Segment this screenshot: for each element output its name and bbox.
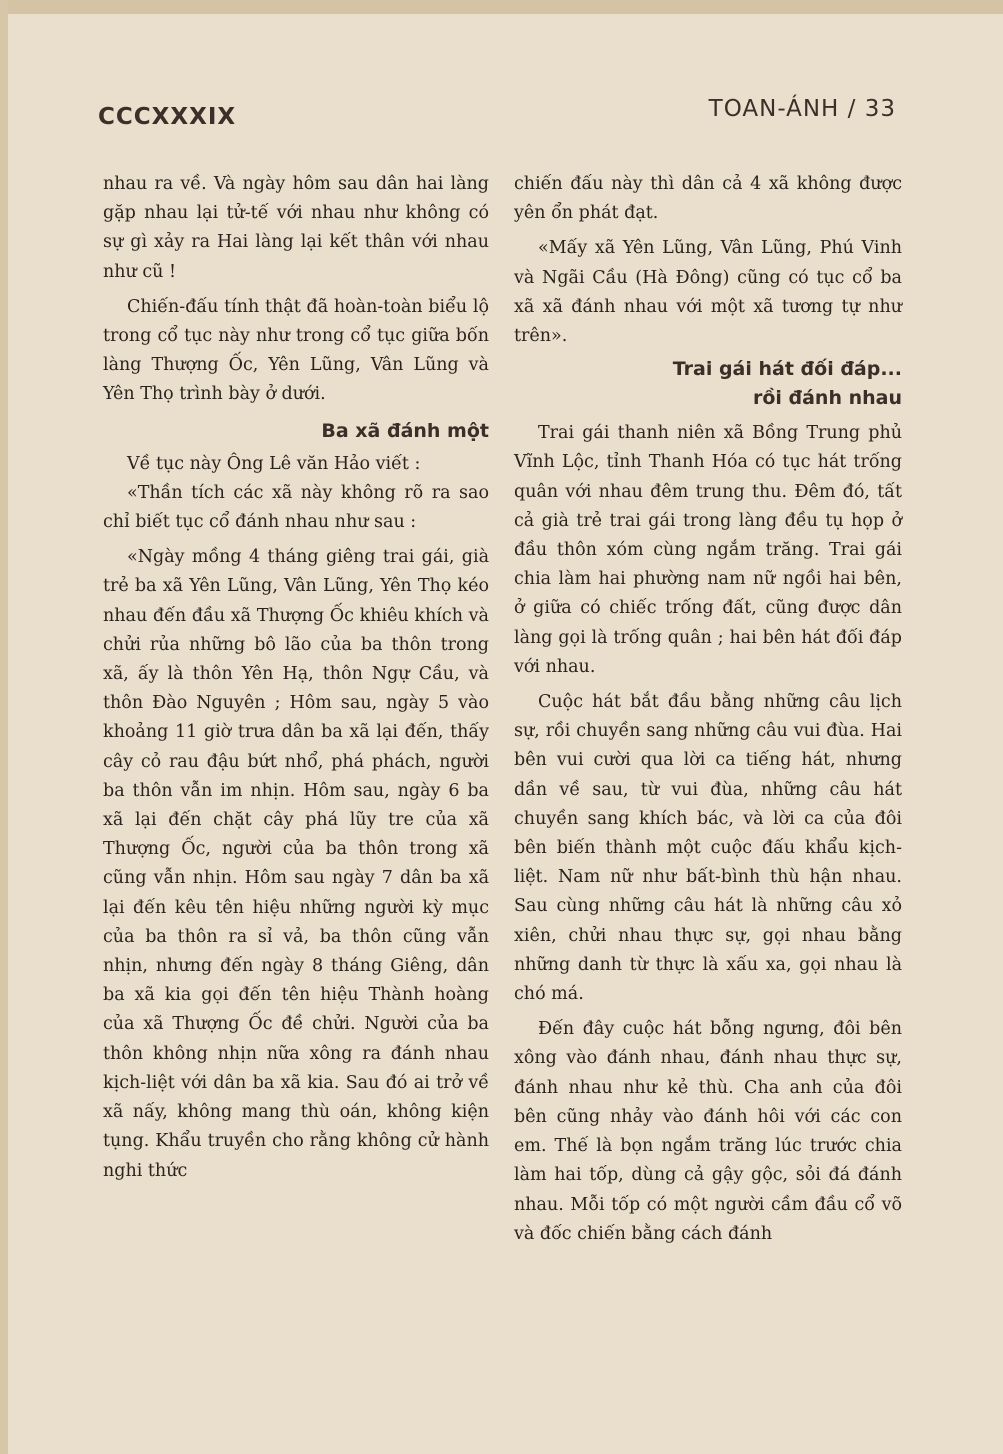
section-heading-line: rồi đánh nhau (752, 387, 902, 410)
paragraph: «Ngày mồng 4 tháng giêng trai gái, già trẻ ba xã Yên Lũng, Vân Lũng, Yên Thọ kéo nhau đến đầu xã Thượng Ốc khiêu khích và chửi rủa những bô lão của ba thôn trong xã, ấy là thôn Yên Hạ, thôn Ngự Cầu, và thôn Đào Nguyên ; Hôm sau, ngày 5 vào khoảng 11 giờ trưa dân ba xã lại đến, thấy cây cỏ rau đậu bứt nhổ, phá phách, người ba thôn vẫn im nhịn. Hôm sau, ngày 6 ba xã lại đến chặt cây phá lũy tre của xã Thượng Ốc, người của ba thôn trong xã cũng vẫn nhịn. Hôm sau ngày 7 dân ba xã lại đến kêu tên hiệu những người kỳ mục của ba thôn ra sỉ vả, ba thôn cũng vẫn nhịn, nhưng đến ngày 8 tháng Giêng, dân ba xã kia gọi đến tên hiệu Thành hoàng của xã Thượng Ốc đề chửi. Người của ba thôn không nhịn nữa xông ra đánh nhau kịch-liệt với dân ba xã kia. Sau đó ai trở về xã nấy, không mang thù oán, không kiện tụng. Khẩu truyền cho rằng không cử hành nghi thức (103, 547, 489, 1181)
paragraph: «Thần tích các xã này không rõ ra sao chỉ biết tục cổ đánh nhau như sau : (103, 482, 489, 533)
paragraph: Về tục này Ông Lê văn Hảo viết : (127, 453, 421, 474)
paragraph: Đến đây cuộc hát bỗng ngưng, đôi bên xông vào đánh nhau, đánh nhau thực sự, đánh nhau như kẻ thù. Cha anh của đôi bên cũng nhảy vào đánh hôi với các con em. Thế là bọn ngắm trăng lúc trước chia làm hai tốp, dùng cả gậy gộc, sỏi đá đánh nhau. Mỗi tốp có một người cầm đầu cổ võ và đốc chiến bằng cách đánh (514, 1019, 902, 1244)
running-header-page-number: CCCXXXIX (98, 104, 237, 130)
left-column (103, 170, 489, 1186)
section-heading (514, 355, 902, 413)
section-heading-line: Trai gái hát đối đáp... (672, 358, 902, 381)
section-heading: Ba xã đánh một (321, 419, 489, 442)
right-column (514, 170, 902, 1249)
paragraph: Chiến-đấu tính thật đã hoàn-toàn biểu lộ trong cổ tục này như trong cổ tục giữa bốn làng Thượng Ốc, Yên Lũng, Vân Lũng và Yên Thọ trình bày ở dưới. (103, 296, 489, 405)
paragraph: «Mấy xã Yên Lũng, Vân Lũng, Phú Vinh và Ngãi Cầu (Hà Đông) cũng có tục cổ ba xã xã đánh nhau với một xã tương tự như trên». (514, 238, 902, 347)
paragraph: Cuộc hát bắt đầu bằng những câu lịch sự, rồi chuyền sang những câu vui đùa. Hai bên vui cười qua lời ca tiếng hát, nhưng dần về sau, từ vui đùa, những câu hát chuyền sang khích bác, và lời ca của đôi bên biến thành một cuộc đấu khẩu kịch-liệt. Nam nữ như bất-bình thù hận nhau. Sau cùng những câu hát là những câu xỏ xiên, chửi nhau thực sự, gọi nhau bằng những danh từ thực là xấu xa, gọi nhau là chó má. (514, 692, 902, 1005)
paragraph: chiến đấu này thì dân cả 4 xã không được yên ổn phát đạt. (514, 174, 902, 224)
paragraph: Trai gái thanh niên xã Bồng Trung phủ Vĩnh Lộc, tỉnh Thanh Hóa có tục hát trống quân với nhau đêm trung thu. Đêm đó, tất cả già trẻ trai gái trong làng đều tụ họp ở đầu thôn xóm cùng ngắm trăng. Trai gái chia làm hai phường nam nữ ngồi hai bên, ở giữa có chiếc trống đất, cũng được dân làng gọi là trống quân ; hai bên hát đối đáp với nhau. (514, 423, 902, 677)
paragraph: nhau ra về. Và ngày hôm sau dân hai làng gặp nhau lại tử-tế với nhau như không có sự gì xảy ra Hai làng lại kết thân với nhau như cũ ! (103, 174, 489, 282)
running-header-author: TOAN-ÁNH / 33 (708, 96, 896, 122)
